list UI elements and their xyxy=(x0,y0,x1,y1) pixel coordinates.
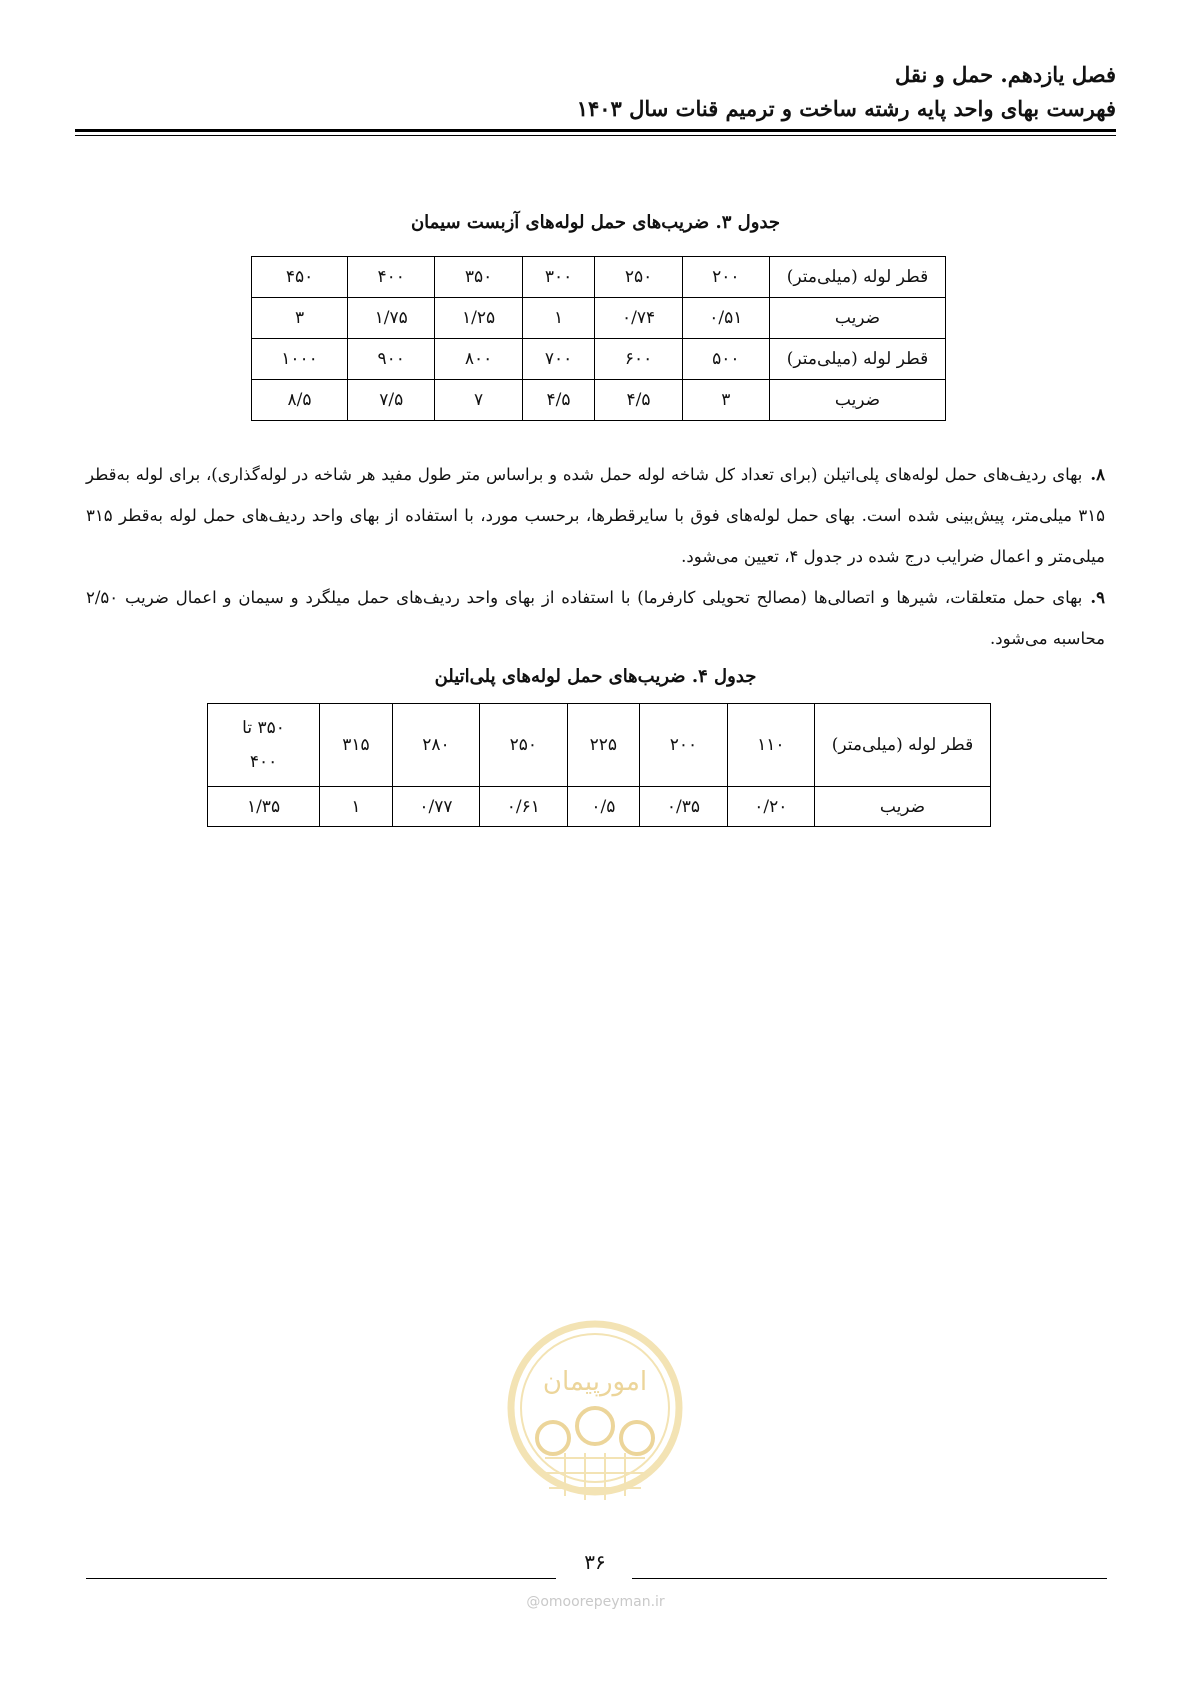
header-rule-thick xyxy=(75,129,1116,132)
table-cell: ۵۰۰ xyxy=(682,339,769,380)
paragraph-number: ۸. xyxy=(1090,465,1105,484)
table-cell: ۰/۵۱ xyxy=(682,298,769,339)
table-row xyxy=(252,298,946,339)
table3 xyxy=(251,256,946,421)
table-cell: ۸۰۰ xyxy=(435,339,522,380)
chapter-title: فصل یازدهم. حمل و نقل xyxy=(894,62,1116,87)
table-cell: قطر لوله (میلی‌متر) xyxy=(770,257,946,298)
paragraph-9 xyxy=(86,577,1105,659)
table-cell: قطر لوله (میلی‌متر) xyxy=(815,704,991,787)
table-cell: ۳۵۰ xyxy=(435,257,522,298)
page-number: ۳۶ xyxy=(584,1550,606,1574)
table-cell: ۴/۵ xyxy=(522,380,595,421)
table-cell: ۲۵۰ xyxy=(480,704,567,787)
table4 xyxy=(207,703,991,827)
table-row xyxy=(252,257,946,298)
table-cell: ۰/۵ xyxy=(567,787,640,827)
table-cell: ۱ xyxy=(320,787,393,827)
table-row xyxy=(208,704,991,787)
table-cell: ۷ xyxy=(435,380,522,421)
table-cell: ضریب xyxy=(815,787,991,827)
table-cell: ۰/۶۱ xyxy=(480,787,567,827)
page-header xyxy=(75,58,1116,126)
table-cell: ۱/۲۵ xyxy=(435,298,522,339)
table-cell: ۴/۵ xyxy=(595,380,682,421)
table-cell: ۰/۲۰ xyxy=(727,787,814,827)
table-cell: ۰/۷۷ xyxy=(392,787,479,827)
paragraph-number: ۹. xyxy=(1090,588,1105,607)
table-cell: ۶۰۰ xyxy=(595,339,682,380)
watermark-url: @omoorepeyman.ir xyxy=(526,1594,665,1610)
table-cell: ۱۰۰۰ xyxy=(252,339,348,380)
table-cell: ۲۰۰ xyxy=(682,257,769,298)
watermark-seal-logo xyxy=(505,1318,685,1508)
table-cell: ضریب xyxy=(770,298,946,339)
table-cell: ۱ xyxy=(522,298,595,339)
footer-rule-left xyxy=(86,1578,556,1579)
table-row xyxy=(252,380,946,421)
paragraph-8 xyxy=(86,454,1105,577)
table-row xyxy=(208,787,991,827)
seal-text: امورپیمان xyxy=(542,1367,648,1397)
cell-line: ۳۵۰ تا xyxy=(242,718,285,738)
table-cell: ۷/۵ xyxy=(348,380,435,421)
table-cell: ۱/۳۵ xyxy=(208,787,320,827)
table-cell: ۰/۷۴ xyxy=(595,298,682,339)
table-cell: قطر لوله (میلی‌متر) xyxy=(770,339,946,380)
table-row xyxy=(252,339,946,380)
paragraph-text: بهای حمل متعلقات، شیرها و اتصالی‌ها (مصالح تحویلی کارفرما) با استفاده از بهای واحد ردیف‌های حمل میلگرد و سیمان و اعمال ضریب ۲/۵۰ محاسبه می‌شود. xyxy=(86,588,1105,648)
table-cell: ۳ xyxy=(252,298,348,339)
table-cell: ۹۰۰ xyxy=(348,339,435,380)
table-cell: ۲۵۰ xyxy=(595,257,682,298)
cell-line: ۴۰۰ xyxy=(249,752,278,772)
table-cell: ۷۰۰ xyxy=(522,339,595,380)
table-cell xyxy=(208,704,320,787)
footer-rule-right xyxy=(632,1578,1107,1579)
paragraph-text: بهای ردیف‌های حمل لوله‌های پلی‌اتیلن (برای تعداد کل شاخه لوله حمل شده و براساس متر طول مفید هر شاخه در لوله‌گذاری)، برای لوله به‌قطر ۳۱۵ میلی‌متر، پیش‌بینی شده است. بهای حمل لوله‌های فوق با سایرقطرها، برحسب مورد، با استفاده از بهای واحد ردیف‌های حمل لوله به‌قطر ۳۱۵ میلی‌متر و اعمال ضرایب درج شده در جدول ۴، تعیین می‌شود. xyxy=(86,465,1105,566)
table-cell: ۳۱۵ xyxy=(320,704,393,787)
document-title: فهرست بهای واحد پایه رشته ساخت و ترمیم قنات سال ۱۴۰۳ xyxy=(576,96,1116,121)
table-cell: ضریب xyxy=(770,380,946,421)
table-cell: ۸/۵ xyxy=(252,380,348,421)
table-cell: ۲۸۰ xyxy=(392,704,479,787)
table-cell: ۰/۳۵ xyxy=(640,787,727,827)
table4-caption: جدول ۴. ضریب‌های حمل لوله‌های پلی‌اتیلن xyxy=(434,666,757,687)
table-cell: ۴۵۰ xyxy=(252,257,348,298)
table3-caption: جدول ۳. ضریب‌های حمل لوله‌های آزبست سیمان xyxy=(410,212,781,233)
table-cell: ۱۱۰ xyxy=(727,704,814,787)
table-cell: ۳۰۰ xyxy=(522,257,595,298)
table-cell: ۳ xyxy=(682,380,769,421)
table-cell: ۱/۷۵ xyxy=(348,298,435,339)
table-cell: ۴۰۰ xyxy=(348,257,435,298)
table-cell: ۲۰۰ xyxy=(640,704,727,787)
header-rule-thin xyxy=(75,135,1116,136)
table-cell: ۲۲۵ xyxy=(567,704,640,787)
